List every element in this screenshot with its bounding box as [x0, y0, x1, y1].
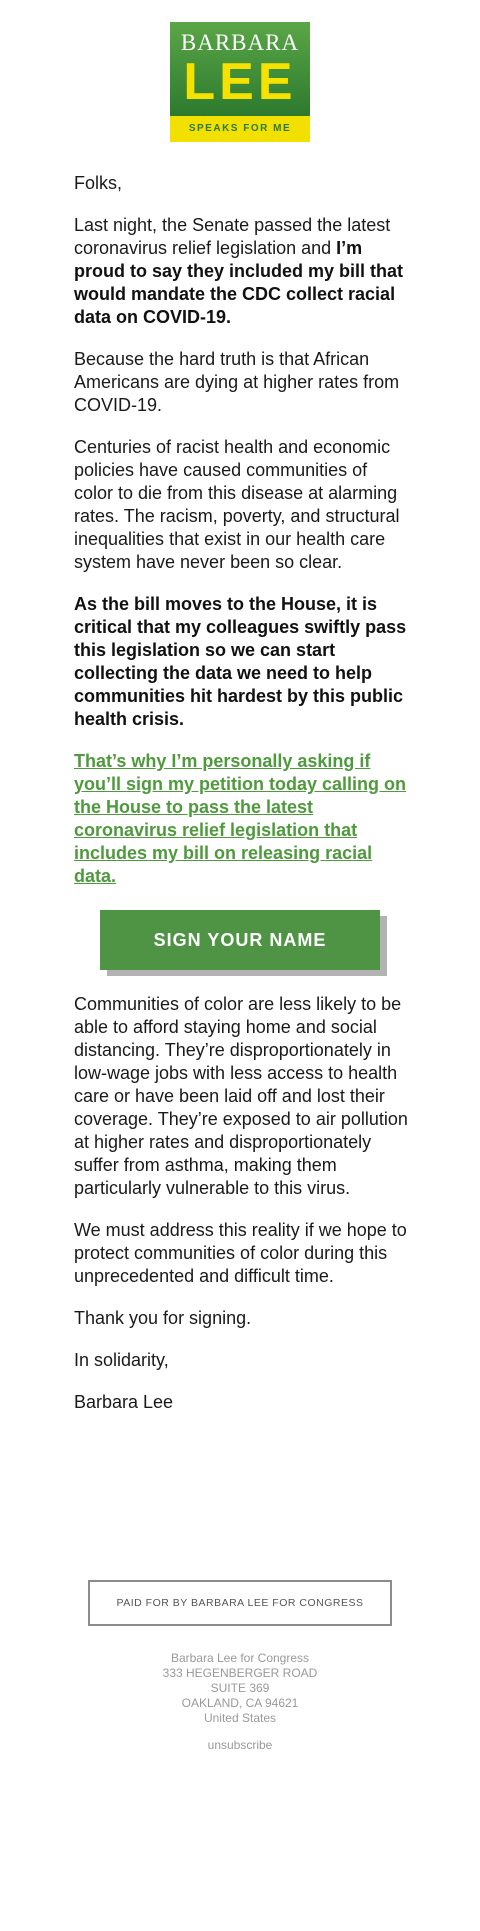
email-body — [74, 172, 410, 1433]
sign-off: In solidarity, — [74, 1350, 169, 1370]
paragraph-address-reality: We must address this reality if we hope to protect communities of color during this unprecedented and difficult time. — [74, 1220, 407, 1286]
sign-your-name-button[interactable]: SIGN YOUR NAME — [100, 910, 380, 970]
logo-tagline: SPEAKS FOR ME — [188, 123, 292, 134]
paragraph-senate-text: Last night, the Senate passed the latest coronavirus relief legislation and — [74, 215, 391, 258]
campaign-logo — [170, 22, 310, 142]
address-country: United States — [203, 1711, 277, 1725]
cta-container — [74, 910, 410, 970]
greeting: Folks, — [74, 173, 123, 193]
unsubscribe-container — [0, 1738, 480, 1752]
paid-for-disclaimer: PAID FOR BY BARBARA LEE FOR CONGRESS — [88, 1580, 392, 1626]
address-city: OAKLAND, CA 94621 — [181, 1696, 299, 1710]
logo-yellow-band — [170, 116, 310, 142]
address-street: 333 HEGENBERGER ROAD — [162, 1666, 318, 1680]
signature: Barbara Lee — [74, 1392, 174, 1412]
logo-last-name: LEE — [183, 53, 297, 111]
paragraph-senate-emphasis: I’m proud to say they included my bill that would mandate the CDC collect racial data on COVID-19. — [74, 238, 404, 327]
paragraph-racist-policies: Centuries of racist health and economic policies have caused communities of color to die from this disease at alarming rates. The racism, poverty, and structural inequalities that exist in our health care system have never been so clear. — [74, 437, 400, 572]
paragraph-communities: Communities of color are less likely to be able to afford staying home and social distancing. They’re disproportionately in low-wage jobs with less access to health care or have been laid off and lost their coverage. They’re exposed to air pollution at higher rates and disproportionately suffer from asthma, making them particularly vulnerable to this virus. — [74, 994, 408, 1198]
unsubscribe-link[interactable]: unsubscribe — [207, 1738, 273, 1752]
logo-first-name: BARBARA — [180, 30, 300, 55]
petition-link[interactable]: That’s why I’m personally asking if you’ll sign my petition today calling on the House to pass the latest coronavirus relief legislation that includes my bill on releasing racial data. — [74, 751, 407, 886]
address-org: Barbara Lee for Congress — [170, 1651, 310, 1665]
paragraph-senate — [74, 214, 410, 329]
logo-green-panel — [170, 22, 310, 116]
paragraph-hard-truth: Because the hard truth is that African Americans are dying at higher rates from COVID-19. — [74, 349, 400, 415]
paragraph-house-bill: As the bill moves to the House, it is critical that my colleagues swiftly pass this legislation so we can start collecting the data we need to help communities hit hardest by this public health crisis. — [74, 594, 407, 729]
paragraph-thank-you: Thank you for signing. — [74, 1308, 252, 1328]
mailing-address — [0, 1651, 480, 1726]
address-suite: SUITE 369 — [210, 1681, 270, 1695]
petition-link-paragraph — [74, 750, 410, 888]
